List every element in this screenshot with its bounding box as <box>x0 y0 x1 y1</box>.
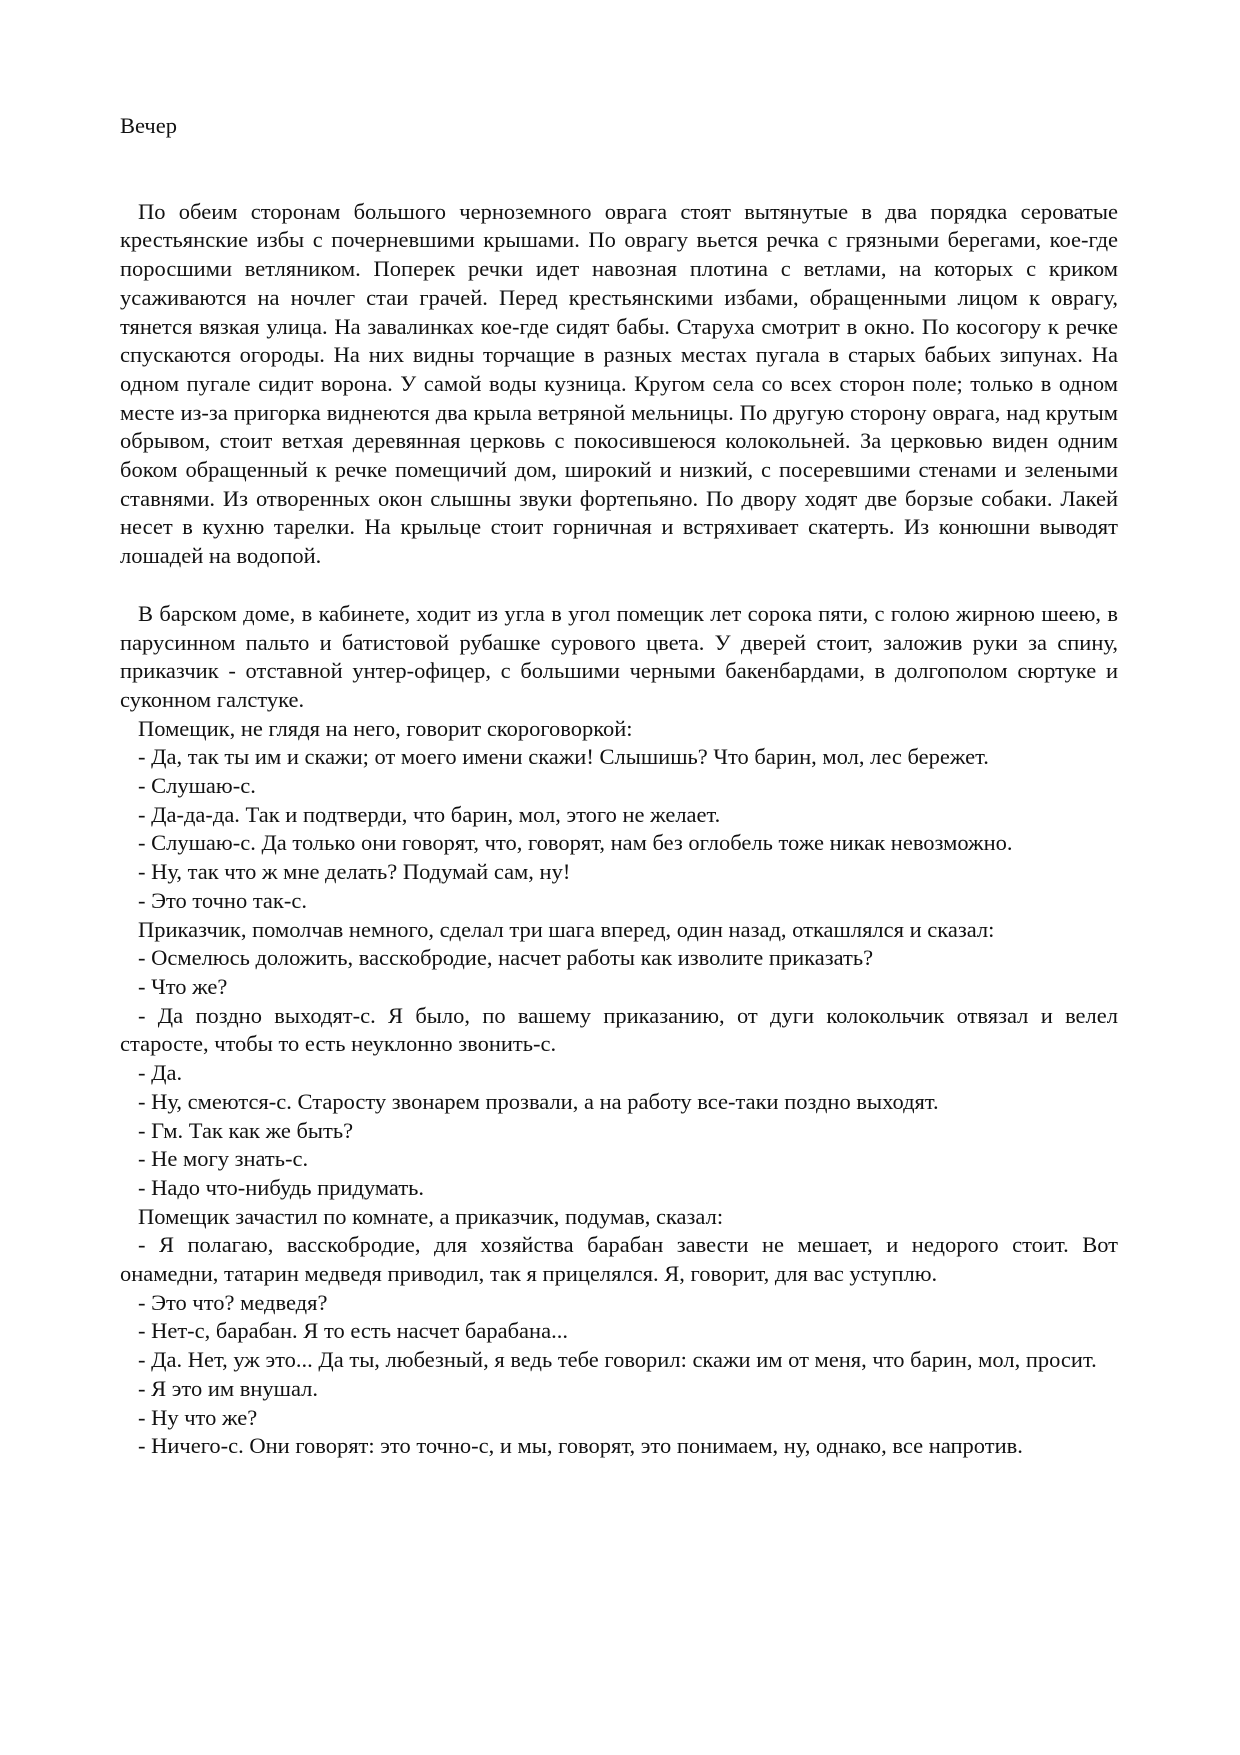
dialogue-line: - Это точно так-с. <box>138 887 307 913</box>
paragraph: В барском доме, в кабинете, ходит из угла в угол помещик лет сорока пяти, с голою жирною шеею, в парусинном пальто и батистовой рубашке сурового цвета. У дверей стоит, заложив руки за спину, приказчик - отставной унтер-офицер, с большими черными бакенбардами, в долгополом сюртуке и суконном галстуке. <box>120 600 1118 712</box>
document-page <box>120 112 1118 1461</box>
dialogue-line: - Ну, смеются-с. Старосту звонарем прозвали, а на работу все-таки поздно выходят. <box>138 1088 939 1114</box>
dialogue-line: - Да, так ты им и скажи; от моего имени скажи! Слышишь? Что барин, мол, лес бережет. <box>138 744 989 770</box>
dialogue-line: - Да поздно выходят-с. Я было, по вашему приказанию, от дуги колокольчик отвязал и велел старосте, чтобы то есть неуклонно звонить-с. <box>120 1002 1118 1057</box>
dialogue-line: - Ну что же? <box>138 1404 258 1430</box>
dialogue-line: - Слушаю-с. <box>138 773 256 799</box>
dialogue-line: - Да. Нет, уж это... Да ты, любезный, я ведь тебе говорил: скажи им от меня, что барин, мол, просит. <box>138 1347 1097 1373</box>
dialogue-line: - Я это им внушал. <box>138 1375 318 1401</box>
dialogue-line: - Я полагаю, васскобродие, для хозяйства барабан завести не мешает, и недорого стоит. Вот онамедни, татарин медведя приводил, так я прицелялся. Я, говорит, для вас уступлю. <box>120 1232 1118 1287</box>
dialogue-line: - Это что? медведя? <box>138 1289 328 1315</box>
dialogue-line: - Да. <box>138 1060 183 1086</box>
dialogue-line: - Слушаю-с. Да только они говорят, что, говорят, нам без оглобель тоже никак невозможно. <box>138 830 1013 856</box>
spacer <box>120 141 1118 198</box>
paragraph: По обеим сторонам большого черноземного оврага стоят вытянутые в два порядка сероватые крестьянские избы с почерневшими крышами. По оврагу вьется речка с грязными берегами, кое-где поросшими ветляником. Поперек речки идет навозная плотина с ветлами, на которых с криком усаживаются на ночлег стаи грачей. Перед крестьянскими избами, обращенными лицом к оврагу, тянется вязкая улица. На завалинках кое-где сидят бабы. Старуха смотрит в окно. По косогору к речке спускаются огороды. На них видны торчащие в разных местах пугала в старых бабьих зипунах. На одном пугале сидит ворона. У самой воды кузница. Кругом села со всех сторон поле; только в одном месте из-за пригорка виднеются два крыла ветряной мельницы. По другую сторону оврага, над крутым обрывом, стоит ветхая деревянная церковь с покосившеюся колокольней. За церковью виден одним боком обращенный к речке помещичий дом, широкий и низкий, с посеревшими стенами и зелеными ставнями. Из отворенных окон слышны звуки фортепьяно. По двору ходят две борзые собаки. Лакей несет в кухню тарелки. На крыльце стоит горничная и встряхивает скатерть. Из конюшни выводят лошадей на водопой. <box>120 198 1118 569</box>
dialogue-line: - Гм. Так как же быть? <box>138 1117 354 1143</box>
paragraph: Приказчик, помолчав немного, сделал три шага вперед, один назад, откашлялся и сказал: <box>138 916 995 942</box>
document-title: Вечер <box>120 113 177 138</box>
dialogue-line: - Ну, так что ж мне делать? Подумай сам, ну! <box>138 859 571 885</box>
dialogue-line: - Ничего-с. Они говорят: это точно-с, и мы, говорят, это понимаем, ну, однако, все напротив. <box>138 1433 1023 1459</box>
dialogue-line: - Да-да-да. Так и подтверди, что барин, мол, этого не желает. <box>138 801 721 827</box>
dialogue-line: - Нет-с, барабан. Я то есть насчет барабана... <box>138 1318 568 1344</box>
paragraph: Помещик зачастил по комнате, а приказчик, подумав, сказал: <box>138 1203 724 1229</box>
spacer <box>120 571 1118 600</box>
dialogue-line: - Что же? <box>138 973 228 999</box>
dialogue-line: - Надо что-нибудь придумать. <box>138 1174 425 1200</box>
dialogue-line: - Не могу знать-с. <box>138 1146 309 1172</box>
dialogue-line: - Осмелюсь доложить, васскобродие, насчет работы как изволите приказать? <box>138 945 874 971</box>
paragraph: Помещик, не глядя на него, говорит скороговоркой: <box>138 715 633 741</box>
